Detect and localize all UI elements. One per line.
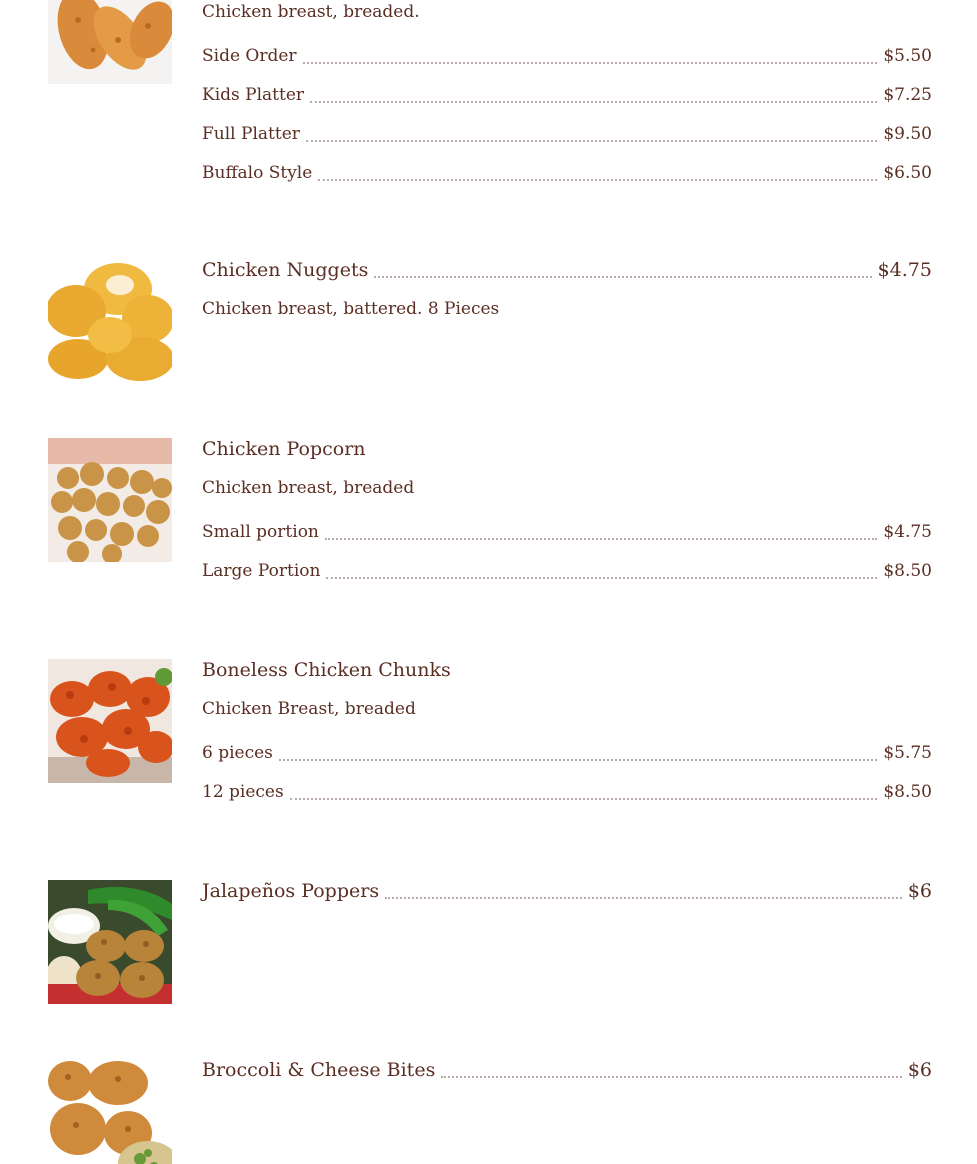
dotted-leader — [306, 140, 877, 142]
item-name: Jalapeños Poppers — [202, 880, 380, 902]
boneless-chicken-chunks-image — [48, 659, 172, 783]
item-price: $6 — [907, 1059, 932, 1081]
jalapeno-poppers-image — [48, 880, 172, 1004]
option-label: Small portion — [202, 522, 319, 542]
dotted-leader — [279, 759, 877, 761]
item-name: Chicken Popcorn — [202, 438, 366, 460]
option-price: $6.50 — [883, 163, 932, 183]
item-description: Chicken breast, breaded — [202, 478, 415, 498]
price-option-row — [202, 521, 932, 560]
option-price: $5.75 — [883, 743, 932, 763]
dotted-leader — [385, 897, 902, 899]
option-label: Side Order — [202, 46, 297, 66]
dotted-leader — [303, 62, 878, 64]
chicken-tenders-image — [48, 0, 172, 84]
chicken-nuggets-image — [48, 259, 172, 383]
option-label: 6 pieces — [202, 743, 273, 763]
price-option-row — [202, 45, 932, 84]
option-label: Full Platter — [202, 124, 300, 144]
price-option-row — [202, 84, 932, 123]
item-description: Chicken Breast, breaded — [202, 699, 416, 719]
chicken-popcorn-image — [48, 438, 172, 562]
dotted-leader — [318, 179, 877, 181]
option-price: $7.25 — [883, 85, 932, 105]
item-description: Chicken breast, battered. 8 Pieces — [202, 299, 500, 319]
dotted-leader — [326, 577, 877, 579]
item-description: Chicken breast, breaded. — [202, 2, 420, 22]
item-name: Broccoli & Cheese Bites — [202, 1059, 436, 1081]
option-price: $5.50 — [883, 46, 932, 66]
option-price: $9.50 — [883, 124, 932, 144]
option-price: $8.50 — [883, 782, 932, 802]
dotted-leader — [441, 1076, 901, 1078]
item-name: Boneless Chicken Chunks — [202, 659, 451, 681]
broccoli-cheese-bites-image — [48, 1059, 172, 1164]
item-price: $6 — [907, 880, 932, 902]
item-title-row — [202, 659, 932, 698]
option-label: 12 pieces — [202, 782, 284, 802]
item-title-row — [202, 880, 932, 919]
dotted-leader — [310, 101, 877, 103]
dotted-leader — [374, 276, 871, 278]
dotted-leader — [325, 538, 877, 540]
option-price: $8.50 — [883, 561, 932, 581]
option-label: Buffalo Style — [202, 163, 313, 183]
item-price: $4.75 — [877, 259, 932, 281]
price-option-row — [202, 781, 932, 820]
option-price: $4.75 — [883, 522, 932, 542]
option-label: Large Portion — [202, 561, 321, 581]
price-option-row — [202, 123, 932, 162]
item-title-row — [202, 438, 932, 477]
option-label: Kids Platter — [202, 85, 305, 105]
item-name: Chicken Nuggets — [202, 259, 369, 281]
price-option-row — [202, 162, 932, 201]
price-option-row — [202, 742, 932, 781]
item-title-row — [202, 259, 932, 298]
dotted-leader — [290, 798, 878, 800]
price-option-row — [202, 560, 932, 599]
item-title-row — [202, 1059, 932, 1098]
